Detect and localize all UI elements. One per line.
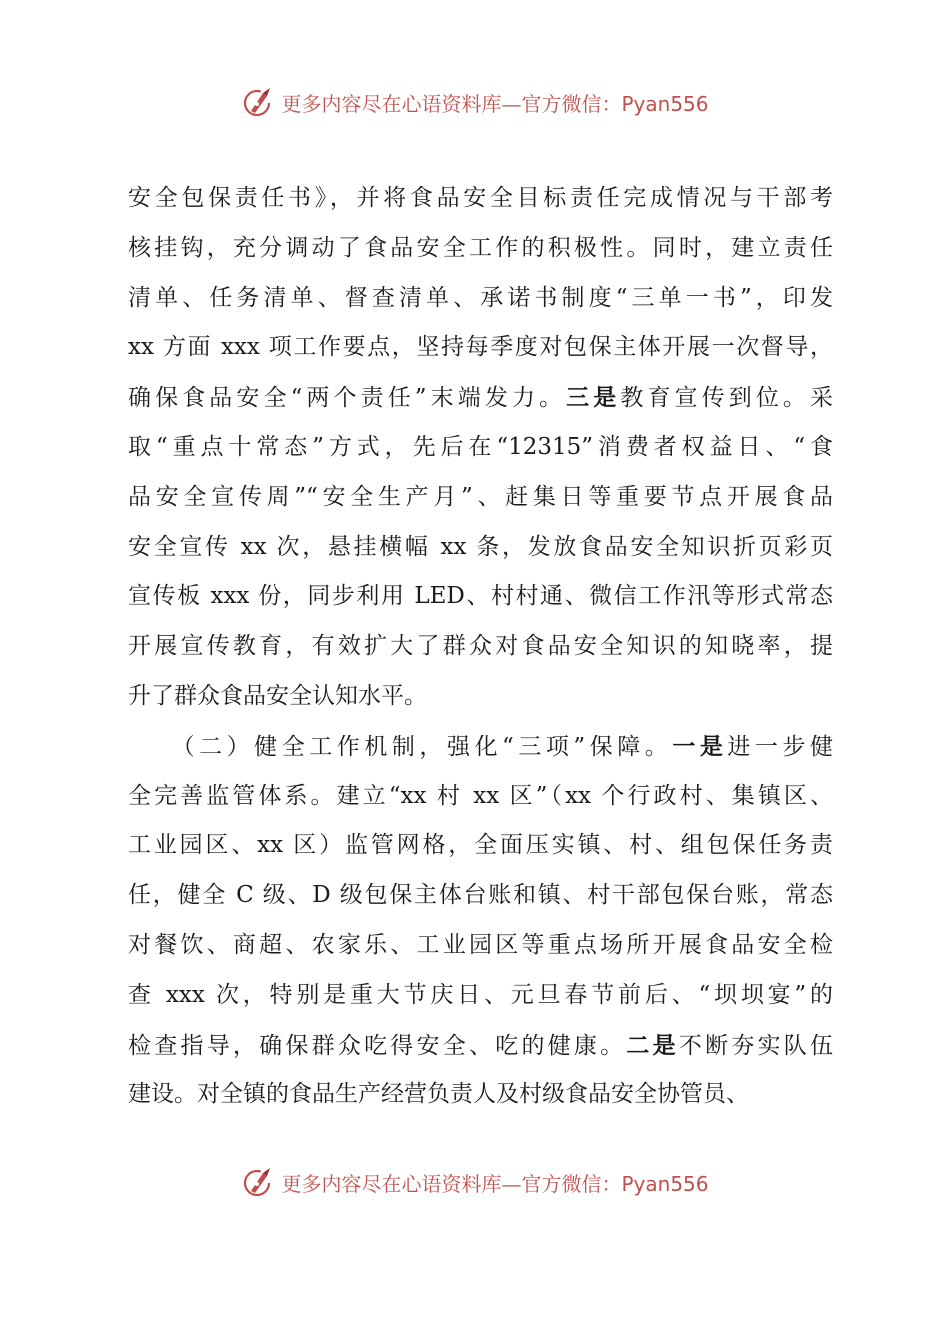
text-line (128, 1021, 833, 1071)
document-body (128, 174, 833, 1120)
watermark-separator: — (501, 91, 522, 116)
emphasis-run: 一是 (672, 732, 728, 760)
watermark-footer-content (241, 1164, 708, 1200)
text-line (128, 921, 833, 971)
text-run: 安全宣传 xx 次，悬挂横幅 xx 条，发放食品安全知识折页彩页 (128, 533, 833, 560)
text-run: 查 xxx 次，特别是重大节庆日、元旦春节前后、“坝坝宴”的 (128, 981, 833, 1008)
text-line (128, 224, 833, 274)
text-line (128, 174, 833, 224)
emphasis-run: 三是 (566, 384, 621, 412)
watermark-header-text (281, 88, 708, 117)
text-line (128, 971, 833, 1021)
watermark-official: 官方微信： (521, 1171, 622, 1196)
text-run: 确保食品安全“两个责任”末端发力。 (128, 385, 567, 412)
watermark-footer-text (281, 1168, 708, 1197)
text-run: 取“重点十常态”方式，先后在“12315”消费者权益日、“食 (128, 433, 833, 460)
watermark-brand: 更多内容尽在心语资料库 (281, 1171, 502, 1196)
pen-nib-logo-icon (241, 1164, 277, 1200)
text-run: 不断夯实队伍 (678, 1032, 833, 1059)
watermark-header (0, 82, 950, 122)
emphasis-run: 二是 (626, 1031, 679, 1059)
watermark-wechat-id: Pyan556 (621, 91, 709, 116)
text-run: 教育宣传到位。采 (620, 385, 833, 412)
text-run: 清单、任务清单、督查清单、承诺书制度“三单一书”，印发 (128, 284, 833, 311)
watermark-official: 官方微信： (521, 91, 622, 116)
text-line (128, 622, 833, 672)
text-line (128, 473, 833, 523)
text-line (128, 572, 833, 622)
text-run: 任，健全 C 级、D 级包保主体台账和镇、村干部包保台账，常态 (128, 882, 833, 909)
watermark-brand: 更多内容尽在心语资料库 (281, 91, 502, 116)
text-run: 对餐饮、商超、农家乐、工业园区等重点场所开展食品安全检 (128, 931, 833, 958)
text-run: 品安全宣传周”“安全生产月”、赶集日等重要节点开展食品 (128, 483, 833, 510)
watermark-footer (0, 1162, 950, 1202)
text-line (128, 373, 833, 423)
watermark-header-content (241, 84, 708, 120)
text-run: 检查指导，确保群众吃得安全、吃的健康。 (128, 1032, 627, 1059)
text-line (128, 871, 833, 921)
watermark-wechat-id: Pyan556 (621, 1171, 709, 1196)
text-line (128, 772, 833, 822)
text-line (128, 1070, 833, 1120)
text-line (128, 423, 833, 473)
text-run: 工业园区、xx 区）监管网格，全面压实镇、村、组包保任务责 (128, 832, 833, 859)
text-run: 安全包保责任书》，并将食品安全目标责任完成情况与干部考 (128, 185, 833, 211)
text-run: 开展宣传教育，有效扩大了群众对食品安全知识的知晓率，提 (128, 633, 833, 660)
text-run: 升了群众食品安全认知水平。 (128, 682, 427, 709)
text-line (128, 672, 833, 722)
text-run: 建设。对全镇的食品生产经营负责人及村级食品安全协管员、 (128, 1081, 749, 1108)
text-line (128, 821, 833, 871)
pen-nib-logo-icon (241, 84, 277, 120)
text-line (128, 274, 833, 324)
text-run: 宣传板 xxx 份，同步利用 LED、村村通、微信工作汛等形式常态 (128, 583, 833, 610)
text-run: 核挂钩，充分调动了食品安全工作的积极性。同时，建立责任 (128, 234, 833, 261)
watermark-separator: — (501, 1171, 522, 1196)
text-line (128, 323, 833, 373)
text-line (128, 722, 833, 772)
text-line (128, 523, 833, 573)
text-run: 全完善监管体系。建立“xx 村 xx 区”（xx 个行政村、集镇区、 (128, 782, 833, 809)
text-run: 进一步健 (727, 733, 833, 760)
text-run: （二）健全工作机制，强化“三项”保障。 (128, 733, 673, 760)
text-run: xx 方面 xxx 项工作要点，坚持每季度对包保主体开展一次督导， (128, 334, 833, 361)
